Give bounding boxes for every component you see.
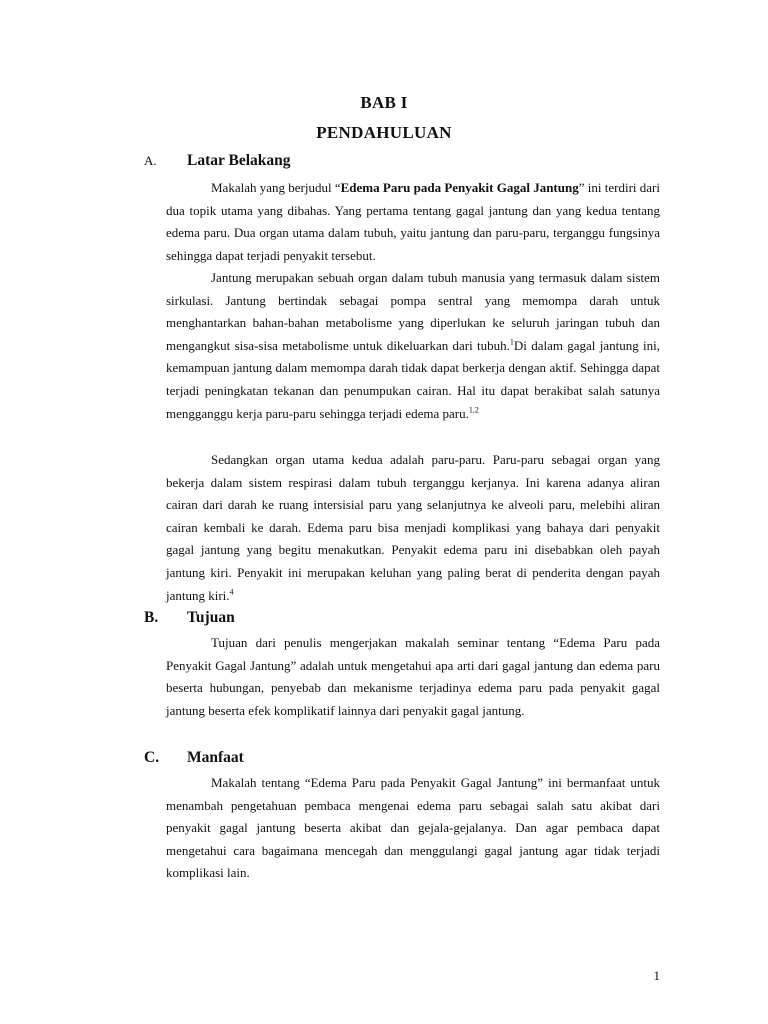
p3-text: Sedangkan organ utama kedua adalah paru-paru. Paru-paru sebagai organ yang bekerja dalam sistem respirasi dalam tubuh terganggu kerjanya. Ini karena adanya aliran cairan dari darah ke ruang intersisial paru yang selanjutnya ke alveoli paru, melebihi aliran cairan kembali ke darah. Edema paru bisa menjadi komplikasi yang bahaya dari penyakit gagal jantung yang begitu menakutkan. Penyakit edema paru ini disebabkan oleh payah jantung kiri. Penyakit ini merupakan keluhan yang paling berat di penderita dengan payah jantung kiri. — [166, 452, 660, 603]
chapter-number: BAB I — [360, 93, 408, 112]
section-b-title: Tujuan — [187, 609, 235, 626]
section-b-number: B. — [144, 609, 159, 626]
section-a-paragraph-1 — [166, 177, 660, 267]
section-a-number: A. — [144, 153, 157, 168]
p1-text-before: Makalah yang berjudul “ — [211, 180, 341, 195]
p1-bold-title: Edema Paru pada Penyakit Gagal Jantung — [340, 180, 579, 195]
p1-text-after: ” ini terdiri dari dua topik utama yang dibahas. Yang pertama tentang gagal jantung dan yang kedua tentang edema paru. Dua organ utama dalam tubuh, yaitu jantung dan paru-paru, terganggu fungsinya sehingga dapat terjadi penyakit tersebut. — [166, 180, 660, 263]
page-number: 1 — [653, 968, 660, 983]
p3-footnote: 4 — [229, 587, 234, 597]
p2-text-2: Di dalam gagal jantung ini, kemampuan jantung dalam memompa darah tidak dapat berkerja dengan aktif. Sehingga dapat terjadi peningkatan tekanan dan penumpukan cairan. Hal itu dapat berakibat salah satunya mengganggu kerja paru-paru sehingga terjadi edema paru. — [166, 337, 660, 421]
section-b-paragraph-1: Tujuan dari penulis mengerjakan makalah seminar tentang “Edema Paru pada Penyakit Gagal Jantung” adalah untuk mengetahui apa arti dari gagal jantung dan edema paru beserta hubungan, penyebab dan mekanisme terjadinya edema paru pada penyakit gagal jantung beserta efek komplikatif lainnya dari penyakit gagal jantung. — [166, 635, 660, 718]
p2-footnote-2: 1,2 — [468, 405, 479, 415]
section-a-paragraph-2 — [166, 267, 660, 425]
section-b-heading — [144, 609, 235, 627]
section-c-paragraph-1: Makalah tentang “Edema Paru pada Penyakit Gagal Jantung” ini bermanfaat untuk menambah pengetahuan pembaca mengenai edema paru sebagai salah satu akibat dari penyakit gagal jantung beserta akibat dan gejala-gejalanya. Dan agar pembaca dapat mengetahui cara bagaimana mencegah dan menggulangi gagal jantung agar tidak terjadi komplikasi lain. — [166, 775, 660, 881]
section-c-heading — [144, 749, 244, 767]
section-c-number: C. — [144, 749, 160, 766]
section-a-title: Latar Belakang — [187, 152, 291, 169]
section-c-title: Manfaat — [187, 749, 244, 766]
chapter-title: PENDAHULUAN — [316, 123, 452, 142]
section-a-paragraph-3 — [166, 449, 660, 607]
p2-text-1: Jantung merupakan sebuah organ dalam tubuh manusia yang termasuk dalam sistem sirkulasi. Jantung bertindak sebagai pompa sentral yang memompa darah untuk menghantarkan bahan-bahan metabolisme yang diperlukan ke seluruh jaringan tubuh dan mengangkut sisa-sisa metabolisme untuk dikeluarkan dari tubuh. — [166, 270, 660, 353]
p2-footnote-1: 1 — [509, 337, 514, 347]
section-a-heading — [144, 152, 291, 170]
